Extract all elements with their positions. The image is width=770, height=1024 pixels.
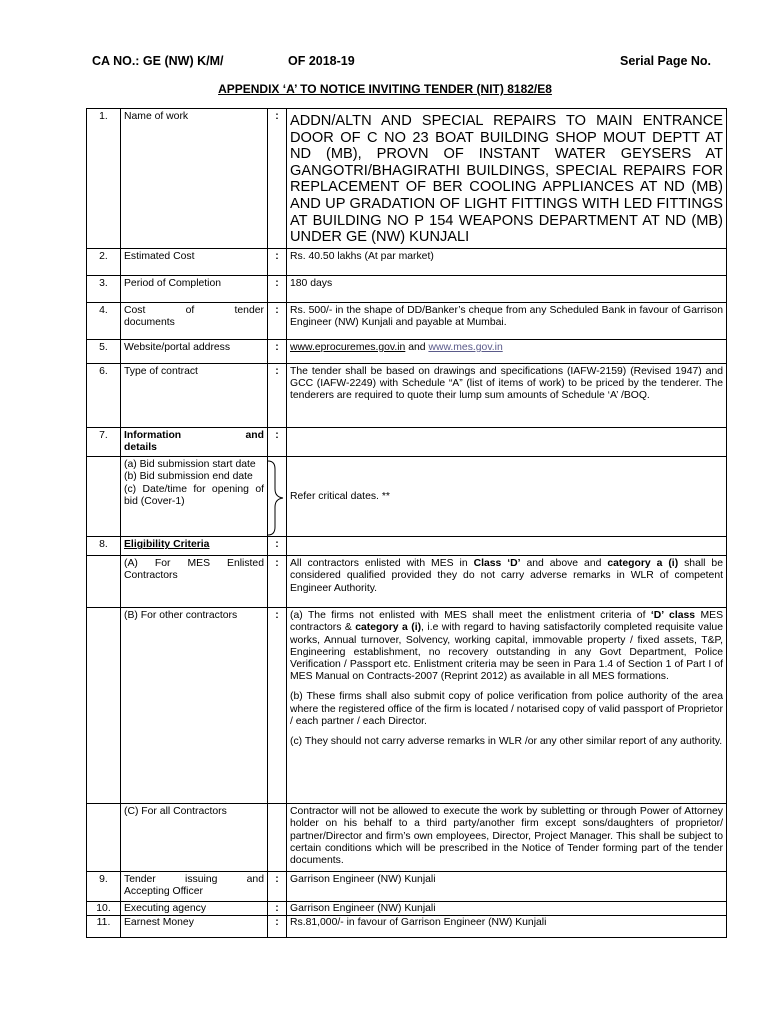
row-number: 1.	[87, 109, 121, 249]
row-label	[121, 457, 268, 537]
row-label: Information and details	[121, 427, 268, 456]
colon: :	[268, 901, 287, 915]
appendix-title: APPENDIX ‘A’ TO NOTICE INVITING TENDER (NIT) 8182/E8	[218, 82, 552, 96]
row-period-of-completion	[87, 275, 727, 302]
row-label: Tender issuing and Accepting Officer	[121, 872, 268, 901]
row-label: Period of Completion	[121, 275, 268, 302]
type-of-contract-value: The tender shall be based on drawings and specifications (IAFW-2159) (Revised 1947) and GCC (IAFW-2249) with Schedule “A” (list of items of work) to be priced by the tenderer. The tenderers are required to quote their lump sum amounts of Schedule ‘A’ /BOQ.	[287, 363, 727, 427]
earnest-money-value: Rs.81,000/- in favour of Garrison Engineer (NW) Kunjali	[287, 915, 727, 937]
colon: :	[268, 302, 287, 339]
colon: :	[268, 363, 287, 427]
row-label: (A) For MES Enlisted Contractors	[121, 556, 268, 608]
mes-enlisted-value: All contractors enlisted with MES in Class ‘D’ and above and category a (i) shall be considered qualified provided they do not carry adverse remarks in WLR of competent Engineer Authority.	[287, 556, 727, 608]
brace-cell	[268, 457, 287, 537]
colon: :	[268, 427, 287, 456]
executing-agency-value: Garrison Engineer (NW) Kunjali	[287, 901, 727, 915]
bid-start-label: (a) Bid submission start date	[124, 459, 256, 471]
tender-cost-value: Rs. 500/- in the shape of DD/Banker’s cheque from any Scheduled Bank in favour of Garrison Engineer (NW) Kunjali and payable at Mumbai.	[287, 302, 727, 339]
row-information-dates	[87, 457, 727, 537]
row-type-of-contract	[87, 363, 727, 427]
row-number: 5.	[87, 339, 121, 363]
tender-table	[86, 108, 727, 938]
row-mes-enlisted	[87, 556, 727, 608]
row-label: (B) For other contractors	[121, 608, 268, 804]
all-contractors-value: Contractor will not be allowed to execute the work by subletting or through Power of Attorney holder on his behalf to a third party/another firm except sons/daughters of proprietor/ partner/Director and firm’s own employees, Director, Project Manager. This shall be subject to certain conditions which will be prescribed in the Notice of Tender forming part of the tender documents.	[287, 804, 727, 872]
row-label: Type of contract	[121, 363, 268, 427]
other-contractors-value	[287, 608, 727, 804]
row-earnest-money	[87, 915, 727, 937]
row-tender-issuing-officer	[87, 872, 727, 901]
colon: :	[268, 915, 287, 937]
mes-link[interactable]: www.mes.gov.in	[428, 341, 503, 353]
row-number: 3.	[87, 275, 121, 302]
colon: :	[268, 872, 287, 901]
critical-dates-value: Refer critical dates. **	[287, 457, 727, 537]
website-value: www.eprocuremes.gov.in and www.mes.gov.in	[287, 339, 727, 363]
row-information-heading	[87, 427, 727, 456]
criteria-para-b: (b) These firms shall also submit copy of police verification from police authority of the area where the registered office of the firm is located / notarised copy of valid passport of Proprietor / each partner / each Director.	[290, 691, 723, 727]
estimated-cost-value: Rs. 40.50 lakhs (At par market)	[287, 248, 727, 275]
row-label: (C) For all Contractors	[121, 804, 268, 872]
colon: :	[268, 608, 287, 804]
eprocure-link[interactable]: www.eprocuremes.gov.in	[290, 341, 406, 353]
colon: :	[268, 556, 287, 608]
row-name-of-work	[87, 109, 727, 249]
row-label: Earnest Money	[121, 915, 268, 937]
row-label: Executing agency	[121, 901, 268, 915]
financial-year: OF 2018-19	[288, 54, 355, 68]
bid-end-label: (b) Bid submission end date	[124, 471, 253, 483]
row-label: Name of work	[121, 109, 268, 249]
row-number: 11.	[87, 915, 121, 937]
issuing-officer-value: Garrison Engineer (NW) Kunjali	[287, 872, 727, 901]
colon: :	[268, 109, 287, 249]
row-number: 4.	[87, 302, 121, 339]
row-number: 8.	[87, 537, 121, 556]
serial-page-no: Serial Page No.	[620, 54, 712, 68]
row-eligibility-heading	[87, 537, 727, 556]
row-label: Estimated Cost	[121, 248, 268, 275]
row-number: 2.	[87, 248, 121, 275]
colon: :	[268, 339, 287, 363]
ca-number: CA NO.: GE (NW) K/M/	[92, 54, 224, 68]
row-number: 6.	[87, 363, 121, 427]
row-estimated-cost	[87, 248, 727, 275]
row-other-contractors	[87, 608, 727, 804]
row-number: 7.	[87, 427, 121, 456]
row-label: Cost of tender documents	[121, 302, 268, 339]
row-label: Eligibility Criteria	[121, 537, 268, 556]
criteria-para-c: (c) They should not carry adverse remarks in WLR /or any other similar report of any authority.	[290, 735, 723, 747]
bid-opening-label: (c) Date/time for opening of bid (Cover-1)	[124, 483, 264, 507]
row-number: 9.	[87, 872, 121, 901]
row-number: 10.	[87, 901, 121, 915]
curly-brace-icon	[265, 459, 287, 537]
colon: :	[268, 248, 287, 275]
colon: :	[268, 537, 287, 556]
row-label: Website/portal address	[121, 339, 268, 363]
row-executing-agency	[87, 901, 727, 915]
colon: :	[268, 275, 287, 302]
period-value: 180 days	[287, 275, 727, 302]
row-website	[87, 339, 727, 363]
row-all-contractors	[87, 804, 727, 872]
criteria-para-a: (a) The firms not enlisted with MES shall meet the enlistment criteria of ‘D’ class MES contractors & category a (i), i.e with regard to having satisfactorily completed requisite value works, Annual turnover, Solvency, working capital, immovable property / fixed assets, T&P, Engineering establishment, no recovery outstanding in any Govt Department, Police Verification / Passport etc. Enlistment criteria may be seen in Para 1.4 of Section 1 of Part I of MES Manual on Contracts-2007 (Reprint 2012) as available in all MES formations.	[290, 610, 723, 683]
row-cost-of-tender-documents	[87, 302, 727, 339]
name-of-work-value: ADDN/ALTN AND SPECIAL REPAIRS TO MAIN ENTRANCE DOOR OF C NO 23 BOAT BUILDING SHOP MOUT DEPTT AT ND (MB), PROVN OF INSTANT WATER GEYSERS AT GANGOTRI/BHAGIRATHI BUILDINGS, SPECIAL REPAIRS FOR REPLACEMENT OF BER COOLING APPLIANCES AT ND (MB) AND UP GRADATION OF LIGHT FITTINGS WITH LED FITTINGS AT BUILDING NO P 154 WEAPONS DEPARTMENT AT ND (MB) UNDER GE (NW) KUNJALI	[287, 109, 727, 249]
